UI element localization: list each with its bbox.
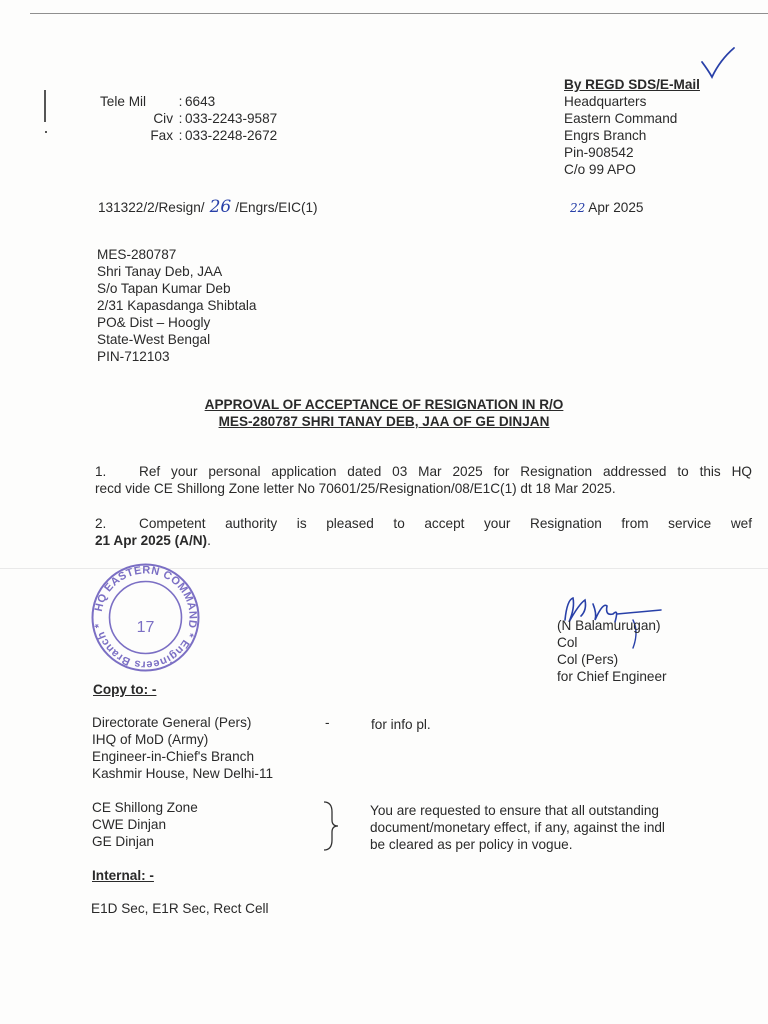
internal-heading: Internal: -: [92, 868, 154, 883]
signatory-appointment: Col (Pers): [557, 652, 619, 667]
contact-label: Civ: [153, 111, 173, 126]
contact-row: Fax : 033-2248-2672: [100, 127, 277, 144]
recipient-line: IHQ of MoD (Army): [92, 732, 209, 747]
pen-dot: [45, 131, 47, 133]
reference-suffix: /Engrs/EIC(1): [235, 200, 318, 215]
copy-recipient-group: [92, 799, 198, 850]
note-line: You are requested to ensure that all outstanding: [370, 803, 659, 818]
tick-mark-icon: [698, 44, 738, 80]
dispatch-mode: By REGD SDS/E-Mail: [564, 77, 700, 92]
sender-line: C/o 99 APO: [564, 162, 636, 177]
pen-mark: [44, 90, 46, 122]
sender-line: Headquarters: [564, 94, 647, 109]
paragraph-number: 2.: [95, 516, 107, 531]
info-note: for info pl.: [371, 717, 431, 732]
recipient-line: CE Shillong Zone: [92, 800, 198, 815]
letter-date: [570, 199, 643, 217]
sender-line: Eastern Command: [564, 111, 678, 126]
addressee-line: 2/31 Kapasdanga Shibtala: [97, 298, 257, 313]
action-note: [370, 802, 665, 853]
separator-dash: -: [325, 715, 330, 730]
contact-row: Civ : 033-2243-9587: [100, 110, 277, 127]
recipient-line: Directorate General (Pers): [92, 715, 252, 730]
office-stamp: [88, 560, 203, 675]
curly-brace-icon: [318, 800, 342, 852]
subject-heading: [0, 396, 768, 430]
addressee-line: Shri Tanay Deb, JAA: [97, 264, 223, 279]
paragraph-text: Ref your personal application dated 03 Mar 2025 for Resignation addressed to this HQ: [139, 464, 752, 479]
reference-prefix: 131322/2/Resign/: [98, 200, 205, 215]
paragraph-number: 1.: [95, 464, 107, 479]
sender-line: Engrs Branch: [564, 128, 647, 143]
sender-line: Pin-908542: [564, 145, 634, 160]
paragraph-text: Competent authority is pleased to accept your Resignation from service wef: [139, 516, 752, 531]
contact-block: [100, 93, 277, 144]
top-edge-line: [30, 13, 768, 14]
file-reference: [98, 199, 318, 216]
addressee-line: S/o Tapan Kumar Deb: [97, 281, 231, 296]
recipient-line: CWE Dinjan: [92, 817, 167, 832]
contact-label: Tele Mil: [100, 94, 147, 109]
sender-address: [564, 76, 700, 178]
signatory-name: (N Balamurugan): [557, 618, 661, 633]
subject-line: APPROVAL OF ACCEPTANCE OF RESIGNATION IN R/O: [204, 397, 564, 412]
stamp-number: 17: [136, 619, 155, 636]
paragraph-text: recd vide CE Shillong Zone letter No 70601/25/Resignation/08/E1C(1) dt 18 Mar 2025.: [95, 481, 616, 496]
addressee-line: MES-280787: [97, 247, 177, 262]
contact-value: 033-2243-9587: [185, 111, 278, 126]
date-rest: Apr 2025: [588, 200, 644, 215]
addressee-line: PO& Dist – Hoogly: [97, 315, 211, 330]
contact-label: Fax: [150, 128, 173, 143]
paragraph-2: 2. Competent authority is pleased to accept your Resignation from service wef 21 Apr 2025 (A/N).: [95, 516, 752, 548]
internal-distribution: E1D Sec, E1R Sec, Rect Cell: [91, 901, 269, 916]
signatory-block: [557, 617, 667, 685]
subject-line: MES-280787 SHRI TANAY DEB, JAA OF GE DINJAN: [218, 414, 550, 429]
copy-recipient-dg: [92, 714, 273, 782]
signatory-rank: Col: [557, 635, 578, 650]
effective-date: 21 Apr 2025 (A/N): [95, 533, 208, 548]
paragraph-1: [95, 463, 752, 497]
handwritten-serial: 26: [209, 197, 232, 217]
recipient-line: Kashmir House, New Delhi-11: [92, 766, 274, 781]
addressee-line: PIN-712103: [97, 349, 170, 364]
note-line: document/monetary effect, if any, against the indl: [370, 820, 665, 835]
note-line: be cleared as per policy in vogue.: [370, 837, 573, 852]
addressee-line: State-West Bengal: [97, 332, 211, 347]
contact-value: 033-2248-2672: [185, 128, 278, 143]
signatory-capacity: for Chief Engineer: [557, 669, 667, 684]
recipient-line: GE Dinjan: [92, 834, 154, 849]
contact-row: Tele Mil : 6643: [100, 94, 216, 109]
contact-value: 6643: [185, 94, 216, 109]
stamp-ring-text: HQ EASTERN COMMAND * Engineers Branch *: [92, 564, 199, 671]
copy-to-heading: Copy to: -: [93, 682, 157, 697]
addressee-block: [97, 246, 256, 365]
handwritten-day: 22: [570, 201, 586, 215]
recipient-line: Engineer-in-Chief's Branch: [92, 749, 255, 764]
